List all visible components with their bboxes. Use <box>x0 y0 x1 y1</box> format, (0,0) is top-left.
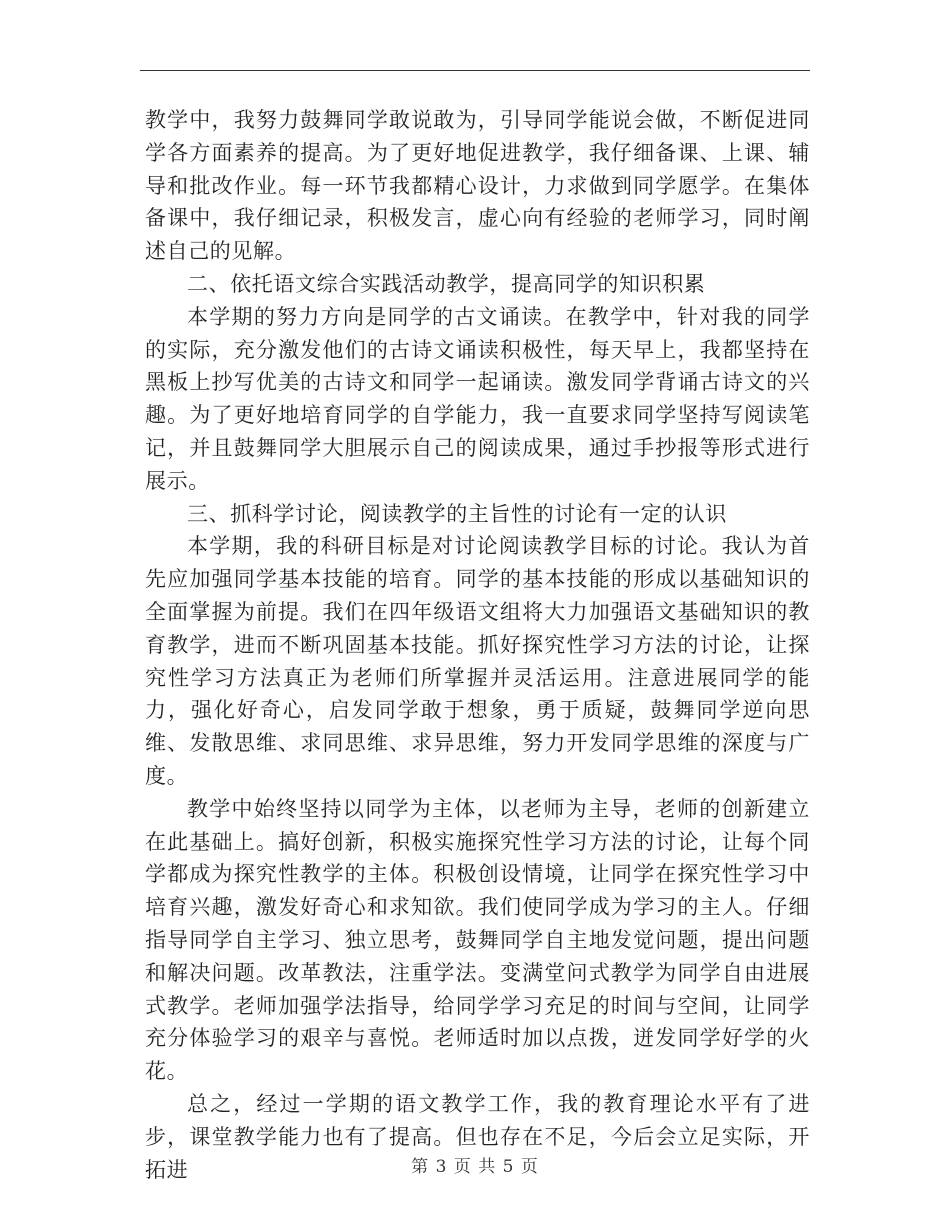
paragraph-2: 本学期的努力方向是同学的古文诵读。在教学中，针对我的同学的实际，充分激发他们的古诗文诵读积极性，每天早上，我都坚持在黑板上抄写优美的古诗文和同学一起诵读。激发同学背诵古诗文的兴趣。为了更好地培育同学的自学能力，我一直要求同学坚持写阅读笔记，并且鼓舞同学大胆展示自己的阅读成果，通过手抄报等形式进行展示。 <box>145 304 810 493</box>
paragraph-1: 教学中，我努力鼓舞同学敢说敢为，引导同学能说会做，不断促进同学各方面素养的提高。为了更好地促进教学，我仔细备课、上课、辅导和批改作业。每一环节我都精心设计，力求做到同学愿学。在集体备课中，我仔细记录，积极发言，虚心向有经验的老师学习，同时阐述自己的见解。 <box>145 108 810 264</box>
section-heading-3: 三、抓科学讨论，阅读教学的主旨性的讨论有一定的认识 <box>187 501 727 526</box>
section-heading-2: 二、依托语文综合实践活动教学，提高同学的知识积累 <box>187 271 706 296</box>
paragraph-5: 总之，经过一学期的语文教学工作，我的教育理论水平有了进步，课堂教学能力也有了提高。但也存在不足，今后会立足实际，开拓进 <box>145 1091 810 1182</box>
paragraph-3: 本学期，我的科研目标是对讨论阅读教学目标的讨论。我认为首先应加强同学基本技能的培育。同学的基本技能的形成以基础知识的全面掌握为前提。我们在四年级语文组将大力加强语文基础知识的教育教学，进而不断巩固基本技能。抓好探究性学习方法的讨论，让探究性学习方法真正为老师们所掌握并灵活运用。注意进展同学的能力，强化好奇心，启发同学敢于想象，勇于质疑，鼓舞同学逆向思维、发散思维、求同思维、求异思维，努力开发同学思维的深度与广度。 <box>145 534 810 788</box>
paragraph-4: 教学中始终坚持以同学为主体，以老师为主导，老师的创新建立在此基础上。搞好创新，积极实施探究性学习方法的讨论，让每个同学都成为探究性教学的主体。积极创设情境，让同学在探究性学习中培育兴趣，激发好奇心和求知欲。我们使同学成为学习的主人。仔细指导同学自主学习、独立思考，鼓舞同学自主地发觉问题，提出问题和解决问题。改革教法，注重学法。变满堂问式教学为同学自由进展式教学。老师加强学法指导，给同学学习充足的时间与空间，让同学充分体验学习的艰辛与喜悦。老师适时加以点拨，迸发同学好学的火花。 <box>145 796 810 1084</box>
header-rule <box>140 70 810 71</box>
page-number-footer: 第 3 页 共 5 页 <box>411 1157 539 1177</box>
document-body <box>145 104 810 1186</box>
